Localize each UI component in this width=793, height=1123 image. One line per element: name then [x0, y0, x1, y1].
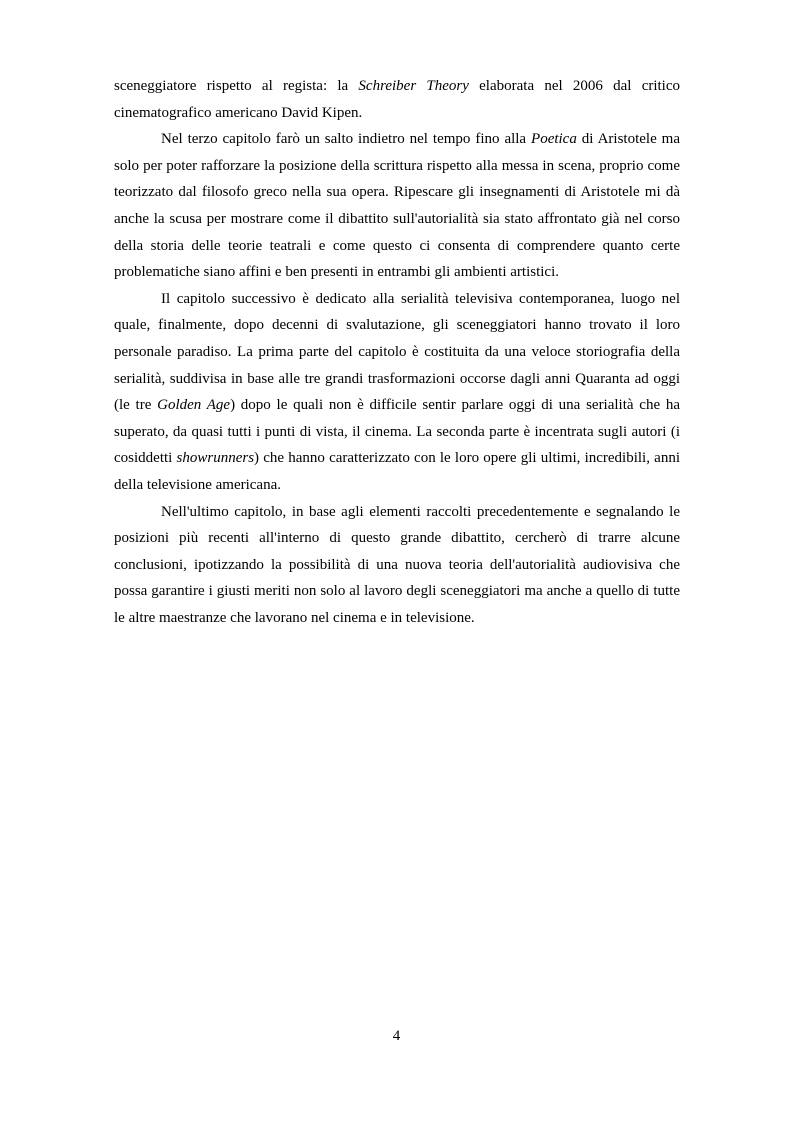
italic-term-schreiber-theory: Schreiber Theory — [358, 78, 469, 94]
text-segment: Nell'ultimo capitolo, in base agli elementi raccolti precedentemente e segnalando le posizioni più recenti all'interno di questo grande dibattito, cercherò di trarre alcune conclusioni, ipotizzando la possibilità di una nuova teoria dell'autorialità audiovisiva che possa garantire i giusti meriti non solo al lavoro degli sceneggiatori ma anche a quello di tutte le altre maestranze che lavorano nel cinema e in televisione. — [114, 503, 680, 626]
text-segment: ) che hanno caratterizzato con le loro opere gli ultimi, incredibili, anni della televisione americana. — [114, 450, 680, 493]
text-segment: Nel terzo capitolo farò un salto indietro nel tempo fino alla — [161, 131, 532, 148]
paragraph-4 — [114, 499, 680, 632]
text-segment: elaborata nel 2006 dal critico cinematografico americano David Kipen. — [114, 78, 681, 121]
text-segment: sceneggiatore rispetto al regista: la — [114, 78, 359, 94]
italic-term-poetica: Poetica — [531, 131, 577, 148]
paragraph-1 — [114, 73, 680, 126]
document-body — [114, 73, 680, 631]
italic-term-showrunners: showrunners — [176, 450, 255, 467]
page-number: 4 — [392, 1028, 401, 1044]
text-segment: Il capitolo successivo è dedicato alla serialità televisiva contemporanea, luogo nel quale, finalmente, dopo decenni di svalutazione, gli sceneggiatori hanno trovato il loro personale paradiso. La prima parte del capitolo è costituita da una veloce storiografia della serialità, suddivisa in base alle tre grandi trasformazioni occorse dagli anni Quaranta ad oggi (le tre — [114, 290, 680, 414]
paragraph-2 — [114, 126, 680, 286]
italic-term-golden-age: Golden Age — [157, 397, 231, 414]
text-segment: ) dopo le quali non è difficile sentir parlare oggi di una serialità che ha superato, da quasi tutti i punti di vista, il cinema. La seconda parte è incentrata sugli autori (i cosiddetti — [114, 397, 680, 467]
paragraph-3 — [114, 286, 680, 499]
text-segment: di Aristotele ma solo per poter rafforzare la posizione della scrittura rispetto alla messa in scena, proprio come teorizzato dal filosofo greco nella sua opera. Ripescare gli insegnamenti di Aristotele mi dà anche la scusa per mostrare come il dibattito sull'autorialità sia stato affrontato già nel corso della storia delle teorie teatrali e come questo ci consenta di comprendere quanto certe problematiche siano affini e ben presenti in entrambi gli ambienti artistici. — [114, 131, 680, 281]
